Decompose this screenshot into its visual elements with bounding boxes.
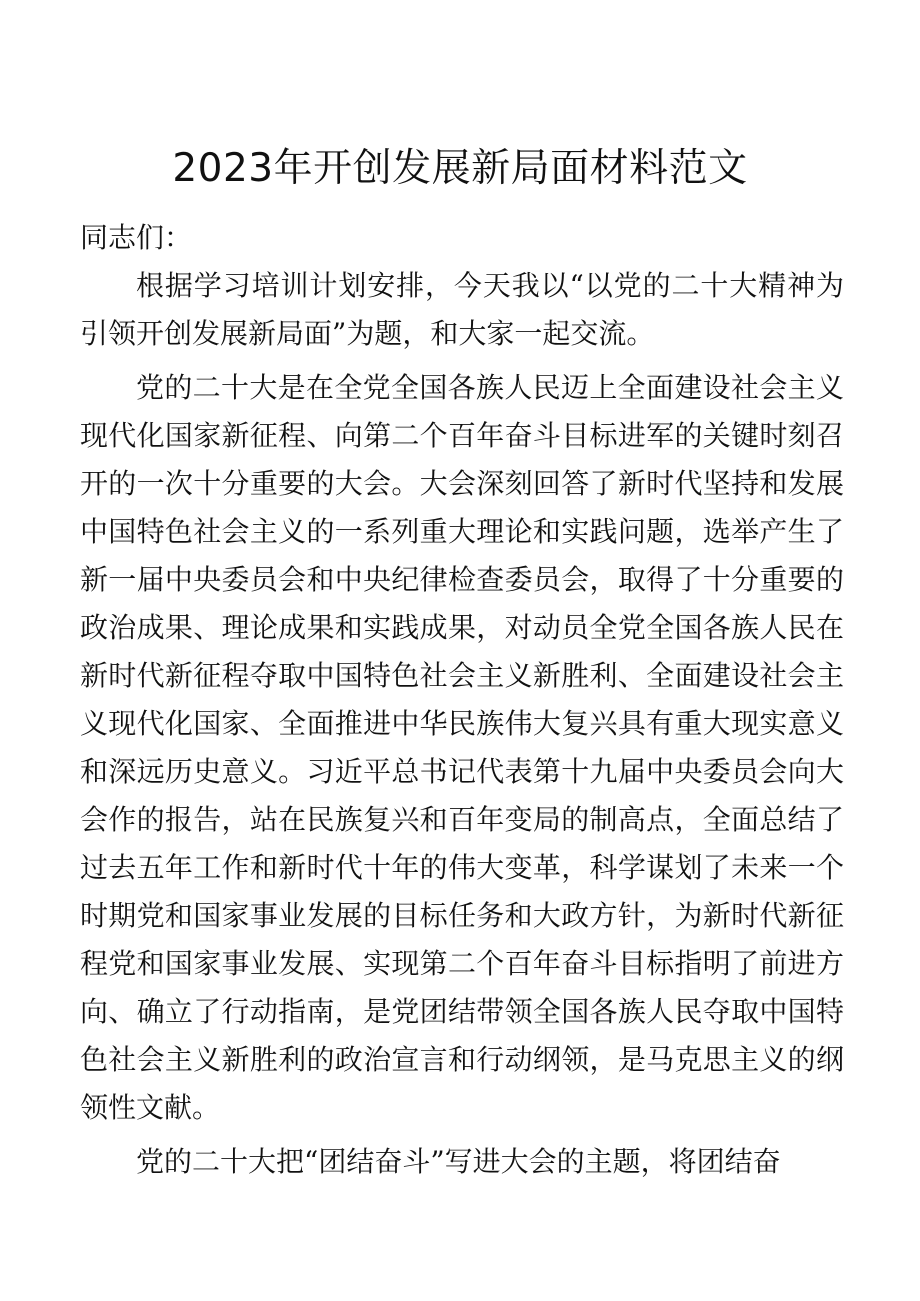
document-title: 2023年开创发展新局面材料范文 xyxy=(172,146,748,191)
paragraph-unity-struggle: 党的二十大把“团结奋斗”写进大会的主题，将团结奋 xyxy=(136,1145,781,1178)
salutation: 同志们： xyxy=(80,221,193,254)
paragraph-intro: 根据学习培训计划安排，今天我以“以党的二十大精神为引领开创发展新局面”为题，和大家一起交流。 xyxy=(80,269,844,350)
document-body xyxy=(80,214,844,1186)
paragraph-congress-significance: 党的二十大是在全党全国各族人民迈上全面建设社会主义现代化国家新征程、向第二个百年奋斗目标进军的关键时刻召开的一次十分重要的大会。大会深刻回答了新时代坚持和发展中国特色社会主义的一系列重大理论和实践问题，选举产生了新一届中央委员会和中央纪律检查委员会，取得了十分重要的政治成果、理论成果和实践成果，对动员全党全国各族人民在新时代新征程夺取中国特色社会主义新胜利、全面建设社会主义现代化国家、全面推进中华民族伟大复兴具有重大现实意义和深远历史意义。习近平总书记代表第十九届中央委员会向大会作的报告，站在民族复兴和百年变局的制高点，全面总结了过去五年工作和新时代十年的伟大变革，科学谋划了未来一个时期党和国家事业发展的目标任务和大政方针，为新时代新征程党和国家事业发展、实现第二个百年奋斗目标指明了前进方向、确立了行动指南，是党团结带领全国各族人民夺取中国特色社会主义新胜利的政治宣言和行动纲领，是马克思主义的纲领性文献。 xyxy=(80,371,844,1124)
